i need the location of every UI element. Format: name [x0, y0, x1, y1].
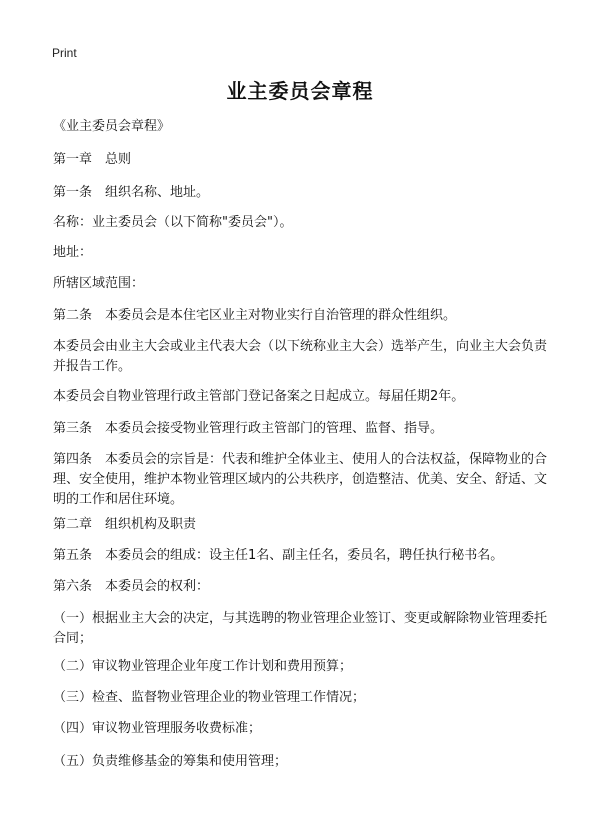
paragraph: （二）审议物业管理企业年度工作计划和费用预算；	[53, 659, 353, 674]
print-link[interactable]: Print	[52, 46, 77, 60]
paragraph: 第五条 本委员会的组成：设主任1名、副主任名，委员名，聘任执行秘书名。	[53, 548, 504, 563]
paragraph: 第二条 本委员会是本住宅区业主对物业实行自治管理的群众性组织。	[53, 308, 457, 323]
paragraph: 第一条 组织名称、地址。	[53, 185, 210, 200]
paragraph: 本委员会由业主大会或业主代表大会（以下统称业主大会）选举产生，向业主大会负责并报告工作。	[53, 339, 548, 374]
paragraph: 第一章 总则	[53, 152, 132, 167]
paragraph: 所辖区域范围：	[53, 276, 145, 291]
paragraph: 第六条 本委员会的权利：	[53, 579, 210, 594]
paragraph: 名称：业主委员会（以下简称"委员会"）。	[53, 215, 293, 230]
paragraph: （三）检查、监督物业管理企业的物业管理工作情况；	[53, 690, 366, 705]
paragraph: （一）根据业主大会的决定，与其选聘的物业管理企业签订、变更或解除物业管理委托合同；	[53, 611, 548, 646]
paragraph: 第三条 本委员会接受物业管理行政主管部门的管理、监督、指导。	[53, 421, 444, 436]
paragraph: 本委员会自物业管理行政主管部门登记备案之日起成立。每届任期2年。	[53, 389, 465, 404]
paragraph: （五）负责维修基金的筹集和使用管理；	[53, 754, 288, 769]
paragraph: （四）审议物业管理服务收费标准；	[53, 721, 262, 736]
paragraph: 第四条 本委员会的宗旨是：代表和维护全体业主、使用人的合法权益，保障物业的合理、安全使用，维护本物业管理区域内的公共秩序，创造整洁、优美、安全、舒适、文明的工作和居住环境。	[53, 452, 548, 507]
document-title: 业主委员会章程	[226, 79, 374, 103]
paragraph: 第二章 组织机构及职责	[53, 517, 197, 532]
paragraph: 《业主委员会章程》	[53, 119, 171, 134]
paragraph: 地址：	[53, 245, 93, 260]
